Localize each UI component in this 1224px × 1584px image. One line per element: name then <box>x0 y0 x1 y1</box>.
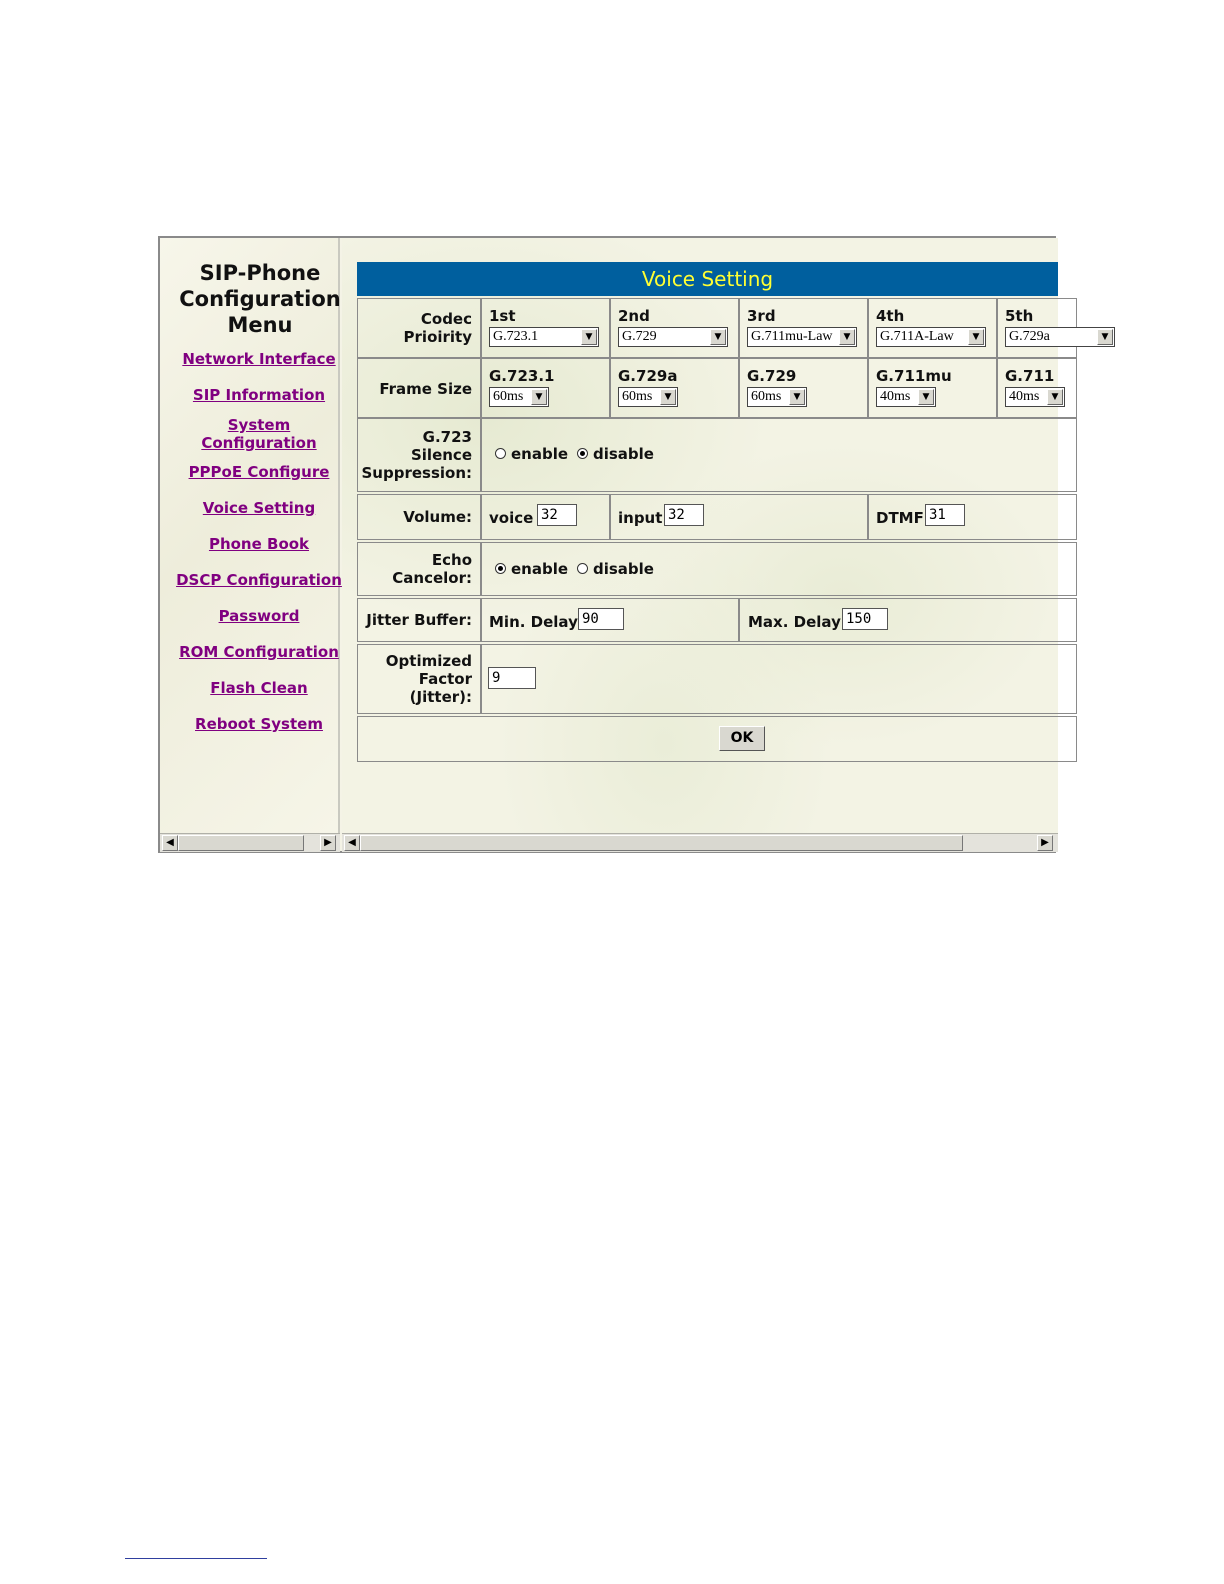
optimized-factor-input[interactable]: 9 <box>488 667 536 689</box>
volume-input-label: input <box>618 509 663 527</box>
footnote-rule <box>125 1558 267 1559</box>
silence-enable-label: enable <box>511 445 569 463</box>
sidebar-item-voice-setting[interactable]: Voice Setting <box>202 499 316 517</box>
jitter-min-cell <box>481 598 739 642</box>
frame-g729-cell <box>739 358 868 418</box>
silence-label <box>361 428 472 482</box>
scroll-left-arrow-icon[interactable]: ◀ <box>162 835 178 851</box>
volume-label-cell <box>357 494 481 540</box>
codec-priority-label <box>404 310 472 346</box>
label-line: Suppression: <box>361 464 472 482</box>
frame-g7231-head: G.723.1 <box>489 367 555 385</box>
label-line: Echo <box>431 551 472 569</box>
chevron-down-icon[interactable]: ▼ <box>1097 329 1113 345</box>
echo-label-cell <box>357 542 481 596</box>
select-value: 40ms <box>880 389 911 404</box>
ok-row <box>357 716 1077 762</box>
codec-1st-select[interactable] <box>489 327 599 347</box>
codec-2nd-cell <box>610 298 739 358</box>
codec-5th-select[interactable] <box>1005 327 1115 347</box>
page-title: Voice Setting <box>357 262 1058 296</box>
optimized-label <box>386 652 472 706</box>
codec-3rd-head: 3rd <box>747 307 776 325</box>
codec-4th-head: 4th <box>876 307 905 325</box>
chevron-down-icon[interactable]: ▼ <box>1047 389 1063 405</box>
label-line: Codec <box>420 310 472 328</box>
sidebar-horizontal-scrollbar[interactable] <box>160 833 340 852</box>
select-value: 60ms <box>622 389 653 404</box>
frame-g729-select[interactable] <box>747 387 807 407</box>
select-value: 60ms <box>751 389 782 404</box>
frame-size-label: Frame Size <box>379 380 472 398</box>
optimized-label-cell <box>357 644 481 714</box>
silence-disable-radio[interactable] <box>577 448 588 459</box>
menu-title-line-2: Configuration <box>179 287 341 311</box>
codec-2nd-select[interactable] <box>618 327 728 347</box>
frame-g711mu-select[interactable] <box>876 387 936 407</box>
select-value: 40ms <box>1009 389 1040 404</box>
select-value: 60ms <box>493 389 524 404</box>
scroll-right-arrow-icon[interactable]: ▶ <box>1037 835 1053 851</box>
label-line: Silence <box>410 446 472 464</box>
jitter-max-cell <box>739 598 1077 642</box>
select-value: G.729a <box>1009 329 1050 344</box>
codec-4th-cell <box>868 298 997 358</box>
sidebar-item-password[interactable]: Password <box>218 607 300 625</box>
echo-enable-label: enable <box>511 560 569 578</box>
frame-g729a-head: G.729a <box>618 367 678 385</box>
silence-disable-label: disable <box>593 445 654 463</box>
scrollbar-thumb[interactable] <box>360 835 963 851</box>
menu-title-line-1: SIP-Phone <box>199 261 321 285</box>
sidebar-item-label: System <box>227 416 291 434</box>
echo-disable-label: disable <box>593 560 654 578</box>
codec-priority-label-cell <box>357 298 481 358</box>
jitter-label-cell <box>357 598 481 642</box>
select-value: G.729 <box>622 329 657 344</box>
label-line: G.723 <box>422 428 472 446</box>
echo-disable-radio[interactable] <box>577 563 588 574</box>
label-line: Prioirity <box>403 328 472 346</box>
echo-options-cell <box>481 542 1077 596</box>
sidebar-item-flash-clean[interactable]: Flash Clean <box>210 679 308 697</box>
frame-g7231-select[interactable] <box>489 387 549 407</box>
frame-g711mu-head: G.711mu <box>876 367 952 385</box>
label-line: Optimized <box>385 652 472 670</box>
codec-5th-cell <box>997 298 1109 358</box>
jitter-min-label: Min. Delay <box>489 613 578 631</box>
scrollbar-thumb[interactable] <box>178 835 304 851</box>
frame-g711-head: G.711 <box>1005 367 1055 385</box>
volume-voice-label: voice <box>489 509 534 527</box>
sidebar-item-pppoe-configure[interactable]: PPPoE Configure <box>188 463 330 481</box>
frame-g7231-cell <box>481 358 610 418</box>
jitter-max-label: Max. Delay <box>748 613 841 631</box>
chevron-down-icon[interactable]: ▼ <box>839 329 855 345</box>
optimized-value-cell <box>481 644 1077 714</box>
sidebar-item-network-interface[interactable]: Network Interface <box>182 350 336 368</box>
volume-label: Volume: <box>403 508 472 526</box>
volume-dtmf-input[interactable]: 31 <box>925 504 965 526</box>
frame-g729-head: G.729 <box>747 367 797 385</box>
browser-window <box>158 236 1109 853</box>
jitter-min-input[interactable]: 90 <box>578 608 624 630</box>
volume-voice-cell <box>481 494 610 540</box>
main-content <box>342 238 1109 833</box>
volume-input-cell <box>610 494 868 540</box>
frame-g711-select[interactable] <box>1005 387 1065 407</box>
frame-size-label-cell <box>357 358 481 418</box>
scroll-right-arrow-icon[interactable]: ▶ <box>320 835 336 851</box>
chevron-down-icon[interactable]: ▼ <box>531 389 547 405</box>
chevron-down-icon[interactable]: ▼ <box>660 389 676 405</box>
codec-3rd-select[interactable] <box>747 327 857 347</box>
codec-4th-select[interactable] <box>876 327 986 347</box>
codec-2nd-head: 2nd <box>618 307 650 325</box>
chevron-down-icon[interactable]: ▼ <box>789 389 805 405</box>
main-horizontal-scrollbar[interactable] <box>342 833 1058 852</box>
jitter-label: Jitter Buffer: <box>366 611 472 629</box>
jitter-max-input[interactable]: 150 <box>842 608 888 630</box>
menu-title-line-3: Menu <box>227 313 293 337</box>
volume-input-input[interactable]: 32 <box>664 504 704 526</box>
scroll-left-arrow-icon[interactable]: ◀ <box>344 835 360 851</box>
codec-1st-cell <box>481 298 610 358</box>
codec-1st-head: 1st <box>489 307 516 325</box>
menu-title <box>160 260 360 338</box>
select-value: G.723.1 <box>493 329 539 344</box>
frame-g729a-cell <box>610 358 739 418</box>
sidebar-item-sip-information[interactable]: SIP Information <box>192 386 326 404</box>
label-line: Cancelor: <box>392 569 472 587</box>
label-line: Factor <box>418 670 472 688</box>
ok-button[interactable]: OK <box>719 726 765 751</box>
silence-options-cell <box>481 418 1077 492</box>
frame-g711mu-cell <box>868 358 997 418</box>
sidebar-item-rom-configuration[interactable]: ROM Configuration <box>179 643 339 661</box>
volume-dtmf-label: DTMF <box>876 509 924 527</box>
sidebar-item-label: Configuration <box>201 434 317 452</box>
silence-label-cell <box>357 418 481 492</box>
silence-enable-radio[interactable] <box>495 448 506 459</box>
codec-3rd-cell <box>739 298 868 358</box>
chevron-down-icon[interactable]: ▼ <box>918 389 934 405</box>
sidebar-item-reboot-system[interactable]: Reboot System <box>195 715 323 733</box>
sidebar <box>160 238 340 833</box>
codec-5th-head: 5th <box>1005 307 1034 325</box>
select-value: G.711A-Law <box>880 329 954 344</box>
frame-g729a-select[interactable] <box>618 387 678 407</box>
frame-g711-cell <box>997 358 1077 418</box>
chevron-down-icon[interactable]: ▼ <box>968 329 984 345</box>
sidebar-item-system-configuration[interactable] <box>160 416 358 452</box>
volume-voice-input[interactable]: 32 <box>537 504 577 526</box>
sidebar-item-phone-book[interactable]: Phone Book <box>208 535 310 553</box>
chevron-down-icon[interactable]: ▼ <box>710 329 726 345</box>
label-line: (Jitter): <box>409 688 472 706</box>
volume-dtmf-cell <box>868 494 1077 540</box>
sidebar-item-dscp-configuration[interactable]: DSCP Configuration <box>176 571 342 589</box>
select-value: G.711mu-Law <box>751 329 833 344</box>
echo-label <box>392 551 472 587</box>
chevron-down-icon[interactable]: ▼ <box>581 329 597 345</box>
echo-enable-radio[interactable] <box>495 563 506 574</box>
